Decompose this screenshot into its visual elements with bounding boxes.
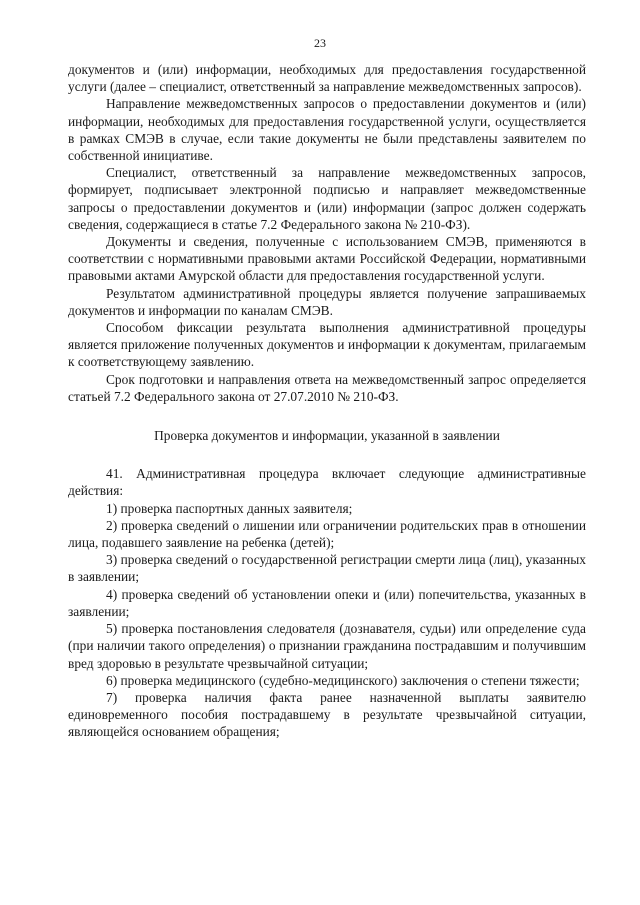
paragraph: 41. Административная процедура включает следующие административные действия: xyxy=(68,466,586,499)
paragraph: Специалист, ответственный за направление межведомственных запросов, формирует, подписывает электронной подписью и направляет межведомственные запросы о предоставлении документов и (или) информации (запрос должен содержать сведения, содержащиеся в статье 7.2 Федерального закона № 210-ФЗ). xyxy=(68,165,586,232)
list-item: 6) проверка медицинского (судебно-медицинского) заключения о степени тяжести; xyxy=(106,672,580,688)
list-item: 7) проверка наличия факта ранее назначенной выплаты заявителю единовременного пособия пострадавшему в результате чрезвычайной ситуации, являющейся основанием обращения; xyxy=(68,689,586,740)
paragraph: Срок подготовки и направления ответа на межведомственный запрос определяется статьей 7.2 Федерального закона от 27.07.2010 № 210-ФЗ. xyxy=(68,371,586,404)
paragraph: Направление межведомственных запросов о предоставлении документов и (или) информации, необходимых для предоставления государственной услуги, осуществляется в рамках СМЭВ в случае, если такие документы не были представлены заявителем по собственной инициативе. xyxy=(68,96,586,164)
list-item: 3) проверка сведений о государственной регистрации смерти лица (лиц), указанных в заявлении; xyxy=(68,552,586,585)
paragraph: Способом фиксации результата выполнения административной процедуры является приложение полученных документов и информации к документам, прилагаемым к соответствующему заявлению. xyxy=(68,320,586,370)
list-item: 5) проверка постановления следователя (дознавателя, судьи) или определение суда (при наличии такого определения) о признании гражданина пострадавшим и получившим вред здоровью в результате чрезвычайной ситуации; xyxy=(68,621,586,671)
paragraph: Документы и сведения, полученные с использованием СМЭВ, применяются в соответствии с нормативными правовыми актами Российской Федерации, нормативными правовыми актами Амурской области для предоставления государственной услуги. xyxy=(68,234,586,284)
document-body xyxy=(68,61,586,741)
paragraph: документов и (или) информации, необходимых для предоставления государственной услуги (далее – специалист, ответственный за направление межведомственных запросов). xyxy=(68,62,586,95)
section-heading: Проверка документов и информации, указанной в заявлении xyxy=(154,428,500,444)
paragraph: Результатом административной процедуры является получение запрашиваемых документов и информации по каналам СМЭВ. xyxy=(68,285,586,318)
list-item: 1) проверка паспортных данных заявителя; xyxy=(106,500,353,516)
page-number: 23 xyxy=(314,36,326,50)
list-item: 2) проверка сведений о лишении или ограничении родительских прав в отношении лица, подавшего заявление на ребенка (детей); xyxy=(68,517,586,551)
list-item: 4) проверка сведений об установлении опеки и (или) попечительства, указанных в заявлении; xyxy=(68,586,586,619)
